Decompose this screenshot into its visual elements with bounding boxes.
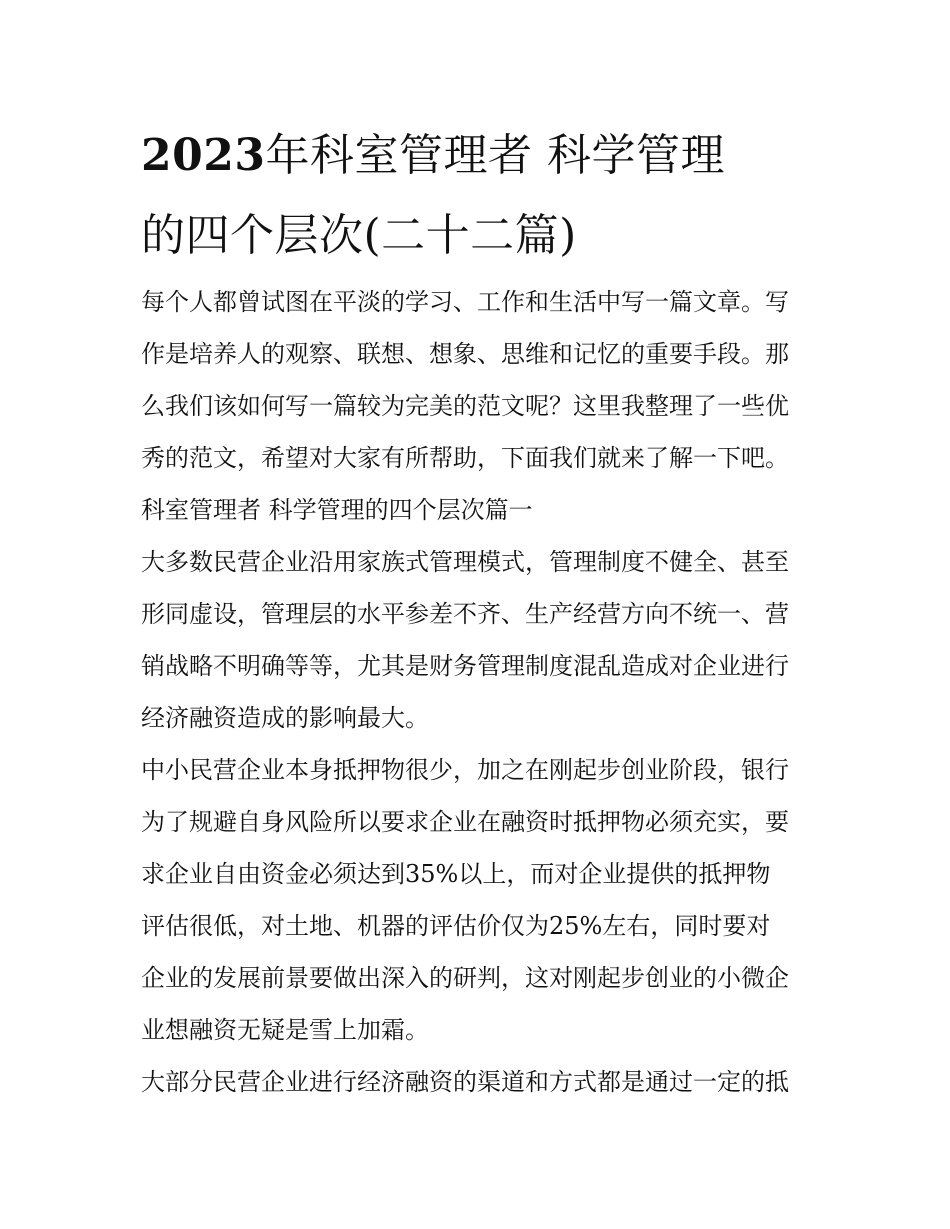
text-line: 为了规避自身风险所以要求企业在融资时抵押物必须充实，要 [141, 808, 789, 836]
title-year: 2023 [141, 130, 266, 181]
text-line: 经济融资造成的影响最大。 [141, 704, 429, 732]
text-line: 大部分民营企业进行经济融资的渠道和方式都是通过一定的抵 [141, 1068, 789, 1096]
body-text [141, 276, 821, 1108]
text-line: 求企业自由资金必须达到35%以上，而对企业提供的抵押物 [141, 860, 771, 888]
text-line: 大多数民营企业沿用家族式管理模式，管理制度不健全、甚至 [141, 548, 789, 576]
text-line: 销战略不明确等等，尤其是财务管理制度混乱造成对企业进行 [141, 652, 789, 680]
section-heading: 科室管理者 科学管理的四个层次篇一 [141, 496, 533, 524]
text-line: 企业的发展前景要做出深入的研判，这对刚起步创业的小微企 [141, 964, 789, 992]
title-line-1 [141, 116, 821, 196]
text-line: 形同虚设，管理层的水平参差不齐、生产经营方向不统一、营 [141, 600, 789, 628]
text-line: 评估很低，对土地、机器的评估价仅为25%左右，同时要对 [141, 912, 771, 940]
text-line: 中小民营企业本身抵押物很少，加之在刚起步创业阶段，银行 [141, 756, 789, 784]
title-line-2: 的四个层次(二十二篇) [141, 210, 577, 261]
text-line: 业想融资无疑是雪上加霜。 [141, 1016, 429, 1044]
text-line: 每个人都曾试图在平淡的学习、工作和生活中写一篇文章。写 [141, 288, 789, 316]
text-line: 作是培养人的观察、联想、想象、思维和记忆的重要手段。那 [141, 340, 789, 368]
text-line: 么我们该如何写一篇较为完美的范文呢？这里我整理了一些优 [141, 392, 789, 420]
title-text: 年科室管理者 科学管理 [265, 130, 725, 181]
document-title [141, 116, 821, 276]
text-line: 秀的范文，希望对大家有所帮助，下面我们就来了解一下吧。 [141, 444, 789, 472]
